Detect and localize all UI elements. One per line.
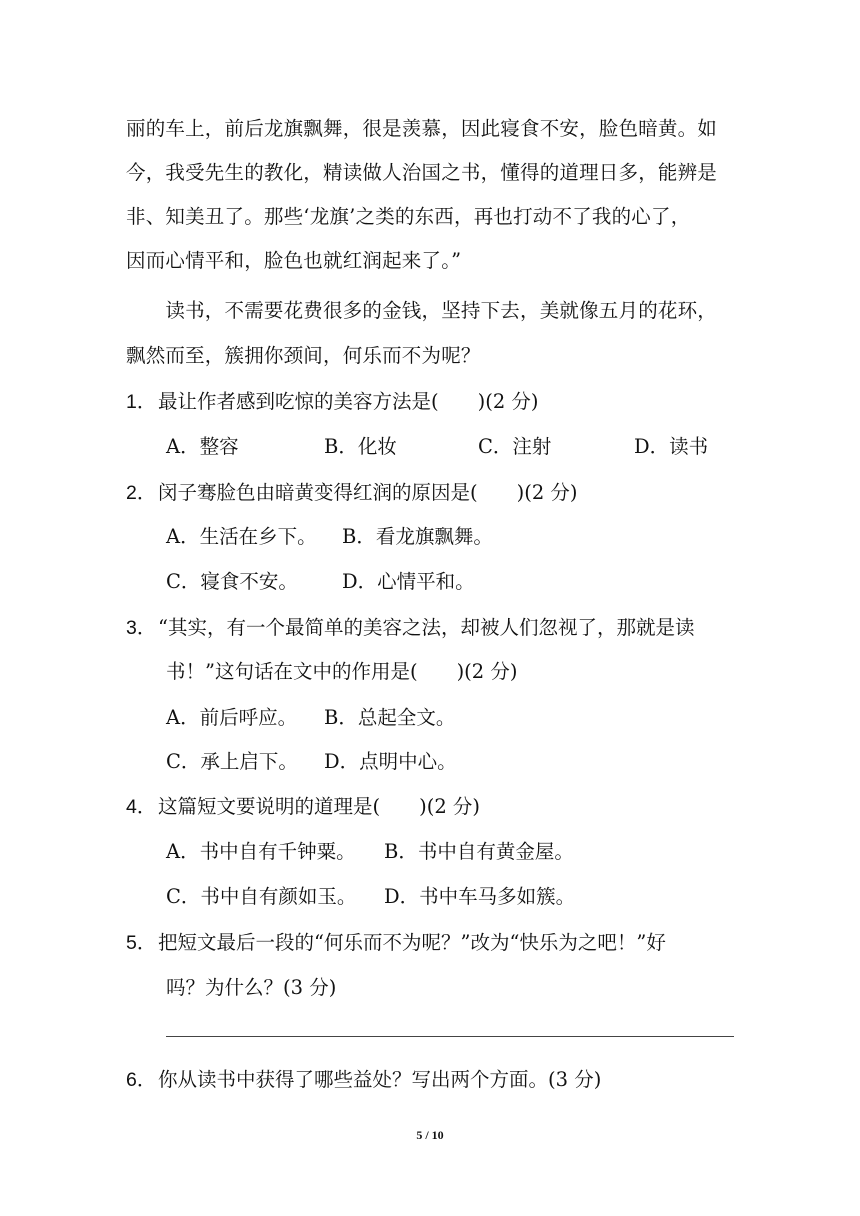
question-text: 把短文最后一段的“何乐而不为呢？”改为“快乐为之吧！”好 (158, 931, 666, 954)
passage-line: 因而心情平和，脸色也就红润起来了。” (126, 249, 462, 272)
option-c[interactable]: C．承上启下。 (166, 750, 298, 773)
passage-line: 丽的车上，前后龙旗飘舞，很是羡慕，因此寝食不安，脸色暗黄。如 (126, 117, 718, 140)
question-number: 4． (126, 796, 157, 818)
question-number: 1． (126, 391, 157, 413)
option-d[interactable]: D．书中车马多如簇。 (384, 885, 576, 908)
passage-line: 非、知美丑了。那些‘龙旗’之类的东西，再也打动不了我的心了， (126, 205, 691, 228)
option-d[interactable]: D．读书 (634, 435, 709, 458)
question-text: 最让作者感到吃惊的美容方法是( )(2 分) (158, 390, 539, 413)
passage-line: 飘然而至，簇拥你颈间，何乐而不为呢？ (126, 344, 481, 367)
option-b[interactable]: B．看龙旗飘舞。 (342, 525, 493, 548)
option-a[interactable]: A．前后呼应。 (166, 706, 298, 729)
question-number: 6． (126, 1069, 157, 1091)
option-c[interactable]: C．注射 (478, 435, 552, 458)
question-text: 你从读书中获得了哪些益处？写出两个方面。(3 分) (158, 1068, 602, 1091)
option-b[interactable]: B．总起全文。 (324, 706, 456, 729)
question-number: 5． (126, 932, 157, 954)
option-d[interactable]: D．点明中心。 (324, 750, 457, 773)
option-b[interactable]: B．书中自有黄金屋。 (384, 840, 574, 863)
passage-line: 读书，不需要花费很多的金钱，坚持下去，美就像五月的花环， (126, 299, 718, 322)
option-c[interactable]: C．寝食不安。 (166, 570, 298, 593)
question-text: 闵子骞脸色由暗黄变得红润的原因是( )(2 分) (158, 481, 578, 504)
page-number: 5 / 10 (416, 1128, 444, 1142)
option-a[interactable]: A．整容 (166, 435, 239, 458)
option-a[interactable]: A．书中自有千钟粟。 (166, 840, 356, 863)
option-d[interactable]: D．心情平和。 (342, 570, 475, 593)
question-text: 这篇短文要说明的道理是( )(2 分) (158, 795, 481, 818)
passage-line: 今，我受先生的教化，精读做人治国之书，懂得的道理日多，能辨是 (126, 161, 718, 184)
option-a[interactable]: A．生活在乡下。 (166, 525, 317, 548)
question-text-continued: 书！”这句话在文中的作用是( )(2 分) (166, 660, 518, 683)
option-c[interactable]: C．书中自有颜如玉。 (166, 885, 357, 908)
question-text: “其实，有一个最简单的美容之法，却被人们忽视了，那就是读 (158, 616, 695, 639)
question-text-continued: 吗？为什么？(3 分) (166, 976, 337, 999)
answer-line[interactable] (166, 1036, 734, 1037)
option-b[interactable]: B．化妆 (324, 435, 397, 458)
question-number: 3． (126, 617, 157, 639)
question-number: 2． (126, 482, 157, 504)
